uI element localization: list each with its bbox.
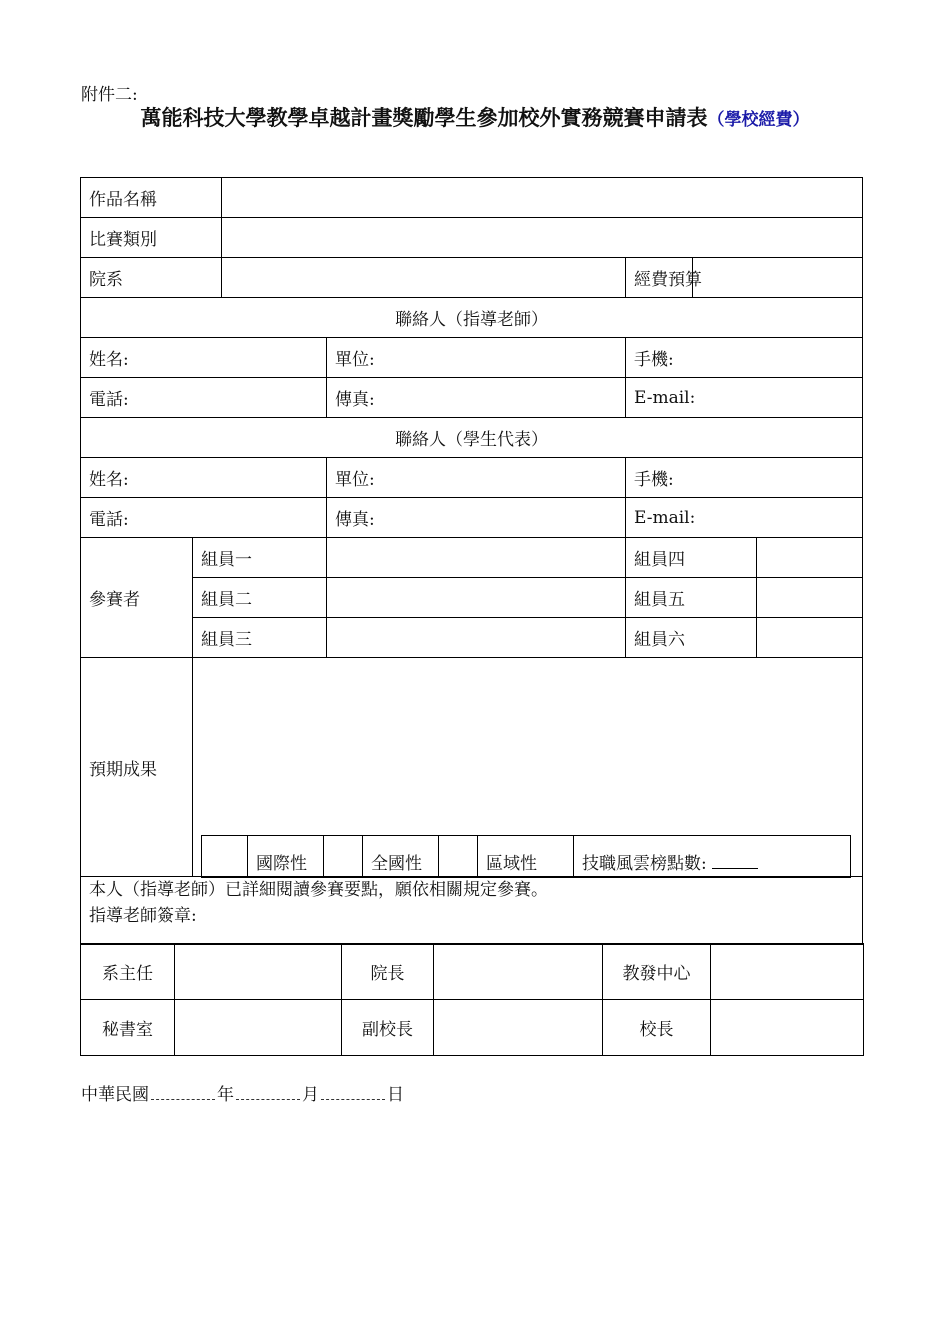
department-field[interactable] (222, 258, 626, 298)
vice-president-label: 副校長 (342, 1000, 434, 1056)
competition-scope-table (201, 835, 851, 878)
application-form-table (80, 177, 863, 945)
international-checkbox[interactable] (202, 836, 248, 878)
member-5-field[interactable] (757, 578, 863, 618)
budget-label: 經費預算 (626, 258, 693, 298)
day-label: 日 (387, 1085, 404, 1105)
regional-checkbox[interactable] (439, 836, 478, 878)
national-label: 全國性 (363, 836, 439, 878)
secretariat-label: 秘書室 (81, 1000, 175, 1056)
approval-table (80, 943, 864, 1056)
points-cell[interactable] (574, 836, 851, 878)
department-label: 院系 (81, 258, 222, 298)
student-unit-field[interactable]: 單位: (327, 458, 626, 498)
dept-head-signature[interactable] (175, 944, 342, 1000)
member-4-label: 組員四 (626, 538, 757, 578)
teacher-mobile-field[interactable]: 手機: (626, 338, 863, 378)
month-blank[interactable] (236, 1087, 300, 1100)
work-name-label: 作品名稱 (81, 178, 222, 218)
secretariat-signature[interactable] (175, 1000, 342, 1056)
declaration-text: 本人（指導老師）已詳細閱讀參賽要點，願依相關規定參賽。 (89, 880, 548, 900)
member-3-label: 組員三 (193, 618, 327, 658)
form-title (80, 104, 870, 134)
dean-signature[interactable] (434, 944, 603, 1000)
teacher-phone-field[interactable]: 電話: (81, 378, 327, 418)
points-blank[interactable] (712, 854, 758, 869)
regional-label: 區域性 (478, 836, 574, 878)
expected-results-label: 預期成果 (81, 658, 193, 877)
attachment-label: 附件二: (81, 85, 138, 105)
student-fax-field[interactable]: 傳真: (327, 498, 626, 538)
member-6-field[interactable] (757, 618, 863, 658)
form-title-sub: （學校經費） (707, 110, 810, 130)
student-phone-field[interactable]: 電話: (81, 498, 327, 538)
member-5-label: 組員五 (626, 578, 757, 618)
student-contact-header: 聯絡人（學生代表） (81, 418, 863, 458)
national-checkbox[interactable] (324, 836, 363, 878)
member-1-field[interactable] (327, 538, 626, 578)
category-label: 比賽類別 (81, 218, 222, 258)
category-field[interactable] (222, 218, 863, 258)
form-title-main: 萬能科技大學教學卓越計畫獎勵學生參加校外實務競賽申請表 (140, 105, 708, 130)
teacher-name-field[interactable]: 姓名: (81, 338, 327, 378)
date-prefix: 中華民國 (81, 1085, 149, 1105)
work-name-field[interactable] (222, 178, 863, 218)
member-1-label: 組員一 (193, 538, 327, 578)
budget-field[interactable] (693, 258, 863, 298)
year-label: 年 (217, 1085, 234, 1105)
teacher-email-field[interactable]: E-mail: (626, 378, 863, 418)
teacher-fax-field[interactable]: 傳真: (327, 378, 626, 418)
member-4-field[interactable] (757, 538, 863, 578)
teacher-contact-header: 聯絡人（指導老師） (81, 298, 863, 338)
member-2-field[interactable] (327, 578, 626, 618)
teaching-center-label: 教發中心 (603, 944, 711, 1000)
vice-president-signature[interactable] (434, 1000, 603, 1056)
day-blank[interactable] (321, 1087, 385, 1100)
participants-label: 參賽者 (81, 538, 193, 658)
date-line (81, 1080, 404, 1105)
student-email-field[interactable]: E-mail: (626, 498, 863, 538)
student-name-field[interactable]: 姓名: (81, 458, 327, 498)
international-label: 國際性 (248, 836, 324, 878)
teaching-center-signature[interactable] (711, 944, 864, 1000)
points-label: 技職風雲榜點數: (582, 854, 713, 874)
teacher-unit-field[interactable]: 單位: (327, 338, 626, 378)
member-3-field[interactable] (327, 618, 626, 658)
member-2-label: 組員二 (193, 578, 327, 618)
declaration-cell (81, 877, 863, 945)
teacher-signature-label[interactable]: 指導老師簽章: (89, 906, 197, 926)
president-label: 校長 (603, 1000, 711, 1056)
dept-head-label: 系主任 (81, 944, 175, 1000)
student-mobile-field[interactable]: 手機: (626, 458, 863, 498)
member-6-label: 組員六 (626, 618, 757, 658)
dean-label: 院長 (342, 944, 434, 1000)
year-blank[interactable] (151, 1087, 215, 1100)
month-label: 月 (302, 1085, 319, 1105)
president-signature[interactable] (711, 1000, 864, 1056)
